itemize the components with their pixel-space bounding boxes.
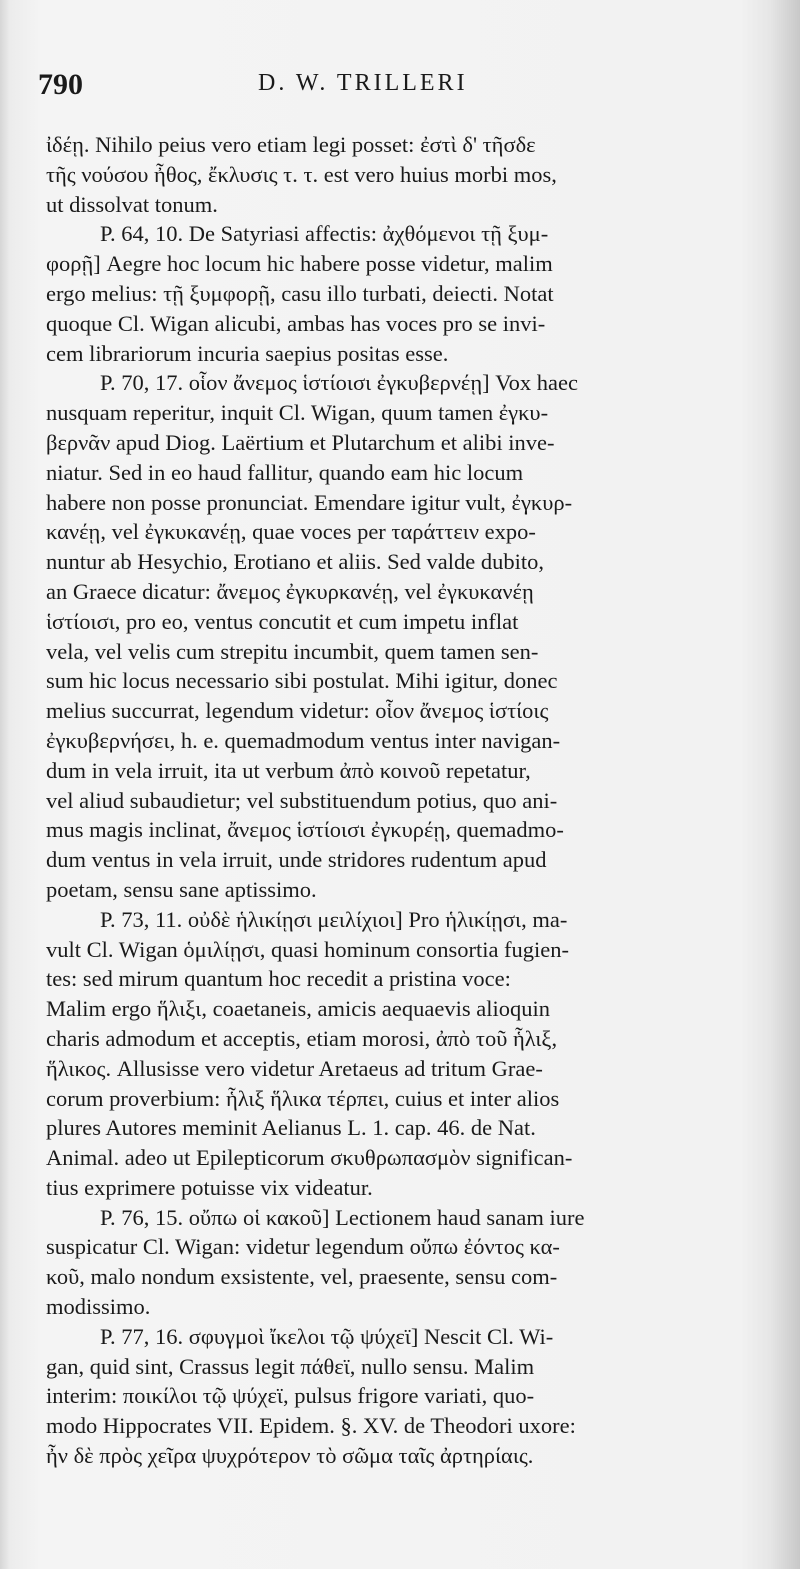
text-line: dum in vela irruit, ita ut verbum ἀπὸ κοινοῦ repetatur, — [46, 757, 531, 783]
text-line: ἰδέῃ. Nihilo peius vero etiam legi posset: ἐστὶ δ' τῆσδε — [46, 132, 536, 157]
text-line: ἐγκυβερνήσει, h. e. quemadmodum ventus inter navigan- — [46, 727, 561, 753]
text-line: mus magis inclinat, ἄνεμος ἱστίοισι ἐγκυρέῃ, quemadmo- — [46, 817, 564, 843]
text-line: nusquam reperitur, inquit Cl. Wigan, quum tamen ἐγκυ- — [46, 400, 549, 426]
text-line: P. 76, 15. οὔπω οἱ κακοῦ] Lectionem haud sanam iure — [100, 1204, 585, 1230]
text-line: charis admodum et acceptis, etiam morosi, ἀπὸ τοῦ ἧλιξ, — [46, 1025, 558, 1051]
text-line: P. 77, 16. σφυγμοὶ ἴκελοι τῷ ψύχεϊ] Nescit Cl. Wi- — [100, 1323, 554, 1349]
text-line: plures Autores meminit Aelianus L. 1. cap. 46. de Nat. — [46, 1115, 536, 1141]
page-header — [38, 62, 768, 106]
body-text — [46, 130, 766, 1473]
text-line: κανέῃ, vel ἐγκυκανέῃ, quae voces per ταράττειν expo- — [46, 519, 536, 545]
running-head: D. W. TRILLERI — [258, 70, 468, 96]
text-line: τῆς νούσου ἦθος, ἔκλυσις τ. τ. est vero huius morbi mos, — [46, 161, 557, 187]
text-line: habere non posse pronunciat. Emendare igitur vult, ἐγκυρ- — [46, 489, 573, 515]
text-line: an Graece dicatur: ἄνεμος ἐγκυρκανέῃ, vel ἐγκυκανέῃ — [46, 578, 534, 604]
text-line: nuntur ab Hesychio, Erotiano et aliis. Sed valde dubito, — [46, 549, 545, 575]
text-line: vult Cl. Wigan ὁμιλίῃσι, quasi hominum consortia fugien- — [46, 936, 570, 962]
text-line: ergo melius: τῇ ξυμφορῇ, casu illo turbati, deiecti. Notat — [46, 280, 554, 306]
text-line: interim: ποικίλοι τῷ ψύχεϊ, pulsus frigore variati, quo- — [46, 1383, 535, 1409]
text-line: ἱστίοισι, pro eo, ventus concutit et cum impetu inflat — [46, 608, 519, 634]
text-line: P. 64, 10. De Satyriasi affectis: ἀχθόμενοι τῇ ξυμ- — [100, 221, 549, 247]
text-line: niatur. Sed in eo haud fallitur, quando eam hic locum — [46, 459, 524, 485]
text-line: Malim ergo ἥλιξι, coaetaneis, amicis aequaevis alioquin — [46, 996, 550, 1022]
text-line: dum ventus in vela irruit, unde stridores rudentum apud — [46, 847, 547, 873]
page-number: 790 — [38, 68, 83, 101]
text-line: ἥλικος. Allusisse vero videtur Aretaeus ad tritum Grae- — [46, 1055, 543, 1081]
text-line: melius succurrat, legendum videtur: οἷον ἄνεμος ἱστίοις — [46, 698, 549, 724]
text-line: φορῇ] Aegre hoc locum hic habere posse videtur, malim — [46, 251, 553, 277]
text-line: poetam, sensu sane aptissimo. — [46, 876, 317, 902]
text-line: Animal. adeo ut Epilepticorum σκυθρωπασμὸν significan- — [46, 1145, 573, 1171]
text-line: tes: sed mirum quantum hoc recedit a pristina voce: — [46, 966, 511, 992]
text-line: βερνᾶν apud Diog. Laërtium et Plutarchum et alibi inve- — [46, 429, 555, 455]
text-line: sum hic locus necessario sibi postulat. Mihi igitur, donec — [46, 668, 558, 694]
text-line: modissimo. — [46, 1294, 151, 1320]
text-line: P. 73, 11. οὐδὲ ἡλικίῃσι μειλίχιοι] Pro ἡλικίῃσι, ma- — [100, 906, 568, 932]
text-line: modo Hippocrates VII. Epidem. §. XV. de Theodori uxore: — [46, 1413, 576, 1439]
text-line: tius exprimere potuisse vix videatur. — [46, 1174, 373, 1200]
text-line: κοῦ, malo nondum exsistente, vel, praesente, sensu com- — [46, 1264, 558, 1290]
text-line: quoque Cl. Wigan alicubi, ambas has voces pro se invi- — [46, 310, 546, 336]
text-line: suspicatur Cl. Wigan: videtur legendum οὔπω ἐόντος κα- — [46, 1234, 560, 1260]
text-line: vel aliud subaudietur; vel substituendum potius, quo ani- — [46, 787, 558, 813]
text-line: vela, vel velis cum strepitu incumbit, quem tamen sen- — [46, 638, 539, 664]
text-line: ἦν δὲ πρὸς χεῖρα ψυχρότερον τὸ σῶμα ταῖς ἀρτηρίαις. — [46, 1443, 534, 1469]
text-line: corum proverbium: ἧλιξ ἥλικα τέρπει, cuius et inter alios — [46, 1085, 560, 1111]
text-line: cem librariorum incuria saepius positas esse. — [46, 340, 449, 366]
text-line: ut dissolvat tonum. — [46, 191, 218, 217]
text-line: gan, quid sint, Crassus legit πάθεϊ, nullo sensu. Malim — [46, 1353, 535, 1379]
text-line: P. 70, 17. οἷον ἄνεμος ἱστίοισι ἐγκυβερνέῃ] Vox haec — [100, 370, 578, 396]
